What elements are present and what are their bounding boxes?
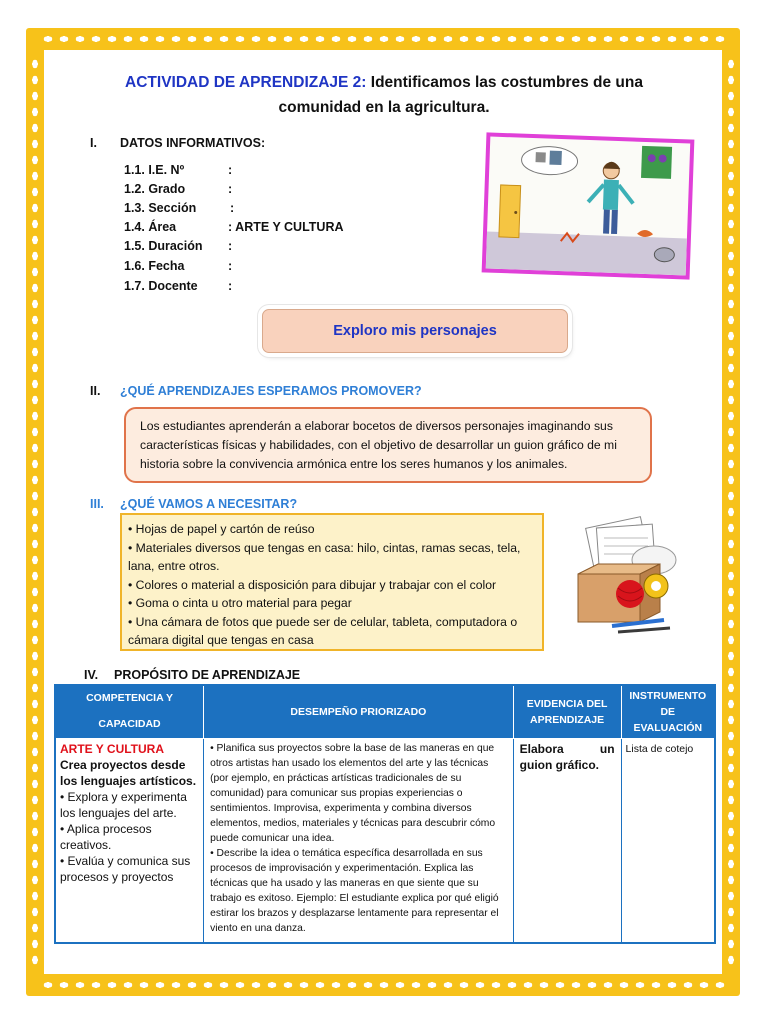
capacidad-item: • Explora y experimenta los lenguajes del arte. <box>60 790 187 820</box>
header-competencia <box>55 685 204 739</box>
capacidad-item: • Aplica procesos creativos. <box>60 822 152 852</box>
desempeno-cell <box>204 739 514 943</box>
info-label: 1.7. Docente <box>124 279 198 293</box>
info-row <box>124 220 344 239</box>
header-evidencia: EVIDENCIA DEL APRENDIZAJE <box>513 685 621 739</box>
competencia-cell <box>55 739 204 943</box>
desempeno-item: • Planifica sus proyectos sobre la base de las maneras en que otros artistas han usado los elementos del arte y las técnicas (por ejemplo, en prácticas artísticas tradicionales de su comunidad) para comunicar sus propias experiencias o sentimientos. Improvisa, experimenta y combina diversos elementos, medios, materiales y técnicas para descubrir cómo puede comunicar una idea. <box>210 743 496 844</box>
purpose-table <box>54 684 716 944</box>
child-drawing-illustration <box>486 137 690 276</box>
section3-heading <box>90 497 297 511</box>
material-item: • Materiales diversos que tengas en casa: hilo, cintas, ramas secas, tela, lana, entre otros. <box>128 540 521 573</box>
title-line2: comunidad en la agricultura. <box>278 99 490 116</box>
material-item: • Una cámara de fotos que puede ser de celular, tableta, computadora o cámara digital que tengas en casa <box>128 614 518 647</box>
header-desempeno: DESEMPEÑO PRIORIZADO <box>204 685 514 739</box>
info-label: 1.4. Área <box>124 220 177 234</box>
section2-number: II. <box>90 384 101 398</box>
frame-dots-left <box>30 56 40 968</box>
child-drawing-image <box>482 132 695 279</box>
info-row <box>124 163 232 182</box>
header-instrumento: INSTRUMENTO DE EVALUACIÓN <box>621 685 715 739</box>
title-line1: Identificamos las costumbres de una <box>366 74 643 91</box>
material-item: • Colores o material a disposición para dibujar y trabajar con el color <box>128 577 497 592</box>
info-value: : ARTE Y CULTURA <box>228 220 344 234</box>
learning-goal-box: Los estudiantes aprenderán a elaborar bocetos de diversos personajes imaginando sus características físicas y habilidades, con el objetivo de desarrollar un guion gráfico de mi historia sobre la convivencia armónica entre los seres humanos y los animales. <box>124 407 652 483</box>
section4-number: IV. <box>84 668 99 682</box>
info-value: : <box>228 163 233 177</box>
section1-title: DATOS INFORMATIVOS: <box>120 136 266 150</box>
competencia-text: Crea proyectos desde los lenguajes artísticos. <box>60 758 197 788</box>
table-row <box>55 739 715 943</box>
info-label: 1.3. Sección <box>124 201 197 215</box>
explore-title-box: Exploro mis personajes <box>262 309 568 353</box>
craft-supplies-image <box>568 516 692 638</box>
evidencia-cell: Elabora un guion gráfico. <box>513 739 621 943</box>
frame-dots-right <box>726 56 736 968</box>
header-competencia-line1: COMPETENCIA Y <box>86 692 174 704</box>
info-value: : <box>228 182 233 196</box>
info-row <box>124 201 234 220</box>
craft-supplies-illustration <box>568 516 692 638</box>
info-value: : <box>228 279 233 293</box>
info-row <box>124 259 232 278</box>
info-row <box>124 239 232 258</box>
material-item: • Hojas de papel y cartón de reúso <box>128 522 315 536</box>
area-label: ARTE Y CULTURA <box>60 742 165 756</box>
info-label: 1.1. I.E. Nº <box>124 163 185 177</box>
section1-number: I. <box>90 136 97 150</box>
section4-title: PROPÓSITO DE APRENDIZAJE <box>114 668 301 682</box>
title-prefix: ACTIVIDAD DE APRENDIZAJE 2: <box>125 74 367 91</box>
frame-dots-bottom <box>40 980 728 990</box>
info-row <box>124 182 232 201</box>
capacidad-item: • Evalúa y comunica sus procesos y proyectos <box>60 854 191 884</box>
info-label: 1.5. Duración <box>124 239 203 253</box>
frame-dots-top <box>40 34 728 44</box>
section2-title: ¿QUÉ APRENDIZAJES ESPERAMOS PROMOVER? <box>120 384 422 398</box>
instrumento-cell: Lista de cotejo <box>621 739 715 943</box>
info-value: : <box>230 201 235 215</box>
materials-box <box>120 513 544 651</box>
section2-heading <box>90 384 422 398</box>
info-row <box>124 279 232 298</box>
section3-number: III. <box>90 497 104 511</box>
info-label: 1.2. Grado <box>124 182 186 196</box>
info-value: : <box>228 239 233 253</box>
section1-heading <box>90 136 265 150</box>
page-title <box>60 70 708 120</box>
desempeno-item: • Describe la idea o temática específica desarrollada en sus procesos de improvisación y experimentación. Explica las técnicas que ha usado y las maneras en que siente que su trabajo es exitoso. Ejemplo: El estudiante explica por qué eligió estirar los brazos y desplazarse lentamente para representar el viento en una danza. <box>210 848 499 934</box>
info-value: : <box>228 259 233 273</box>
info-label: 1.6. Fecha <box>124 259 185 273</box>
header-competencia-line2: CAPACIDAD <box>98 718 161 730</box>
material-item: • Goma o cinta u otro material para pegar <box>128 596 352 610</box>
section3-title: ¿QUÉ VAMOS A NECESITAR? <box>120 497 298 511</box>
section4-heading <box>84 668 300 682</box>
table-header-row <box>55 685 715 739</box>
